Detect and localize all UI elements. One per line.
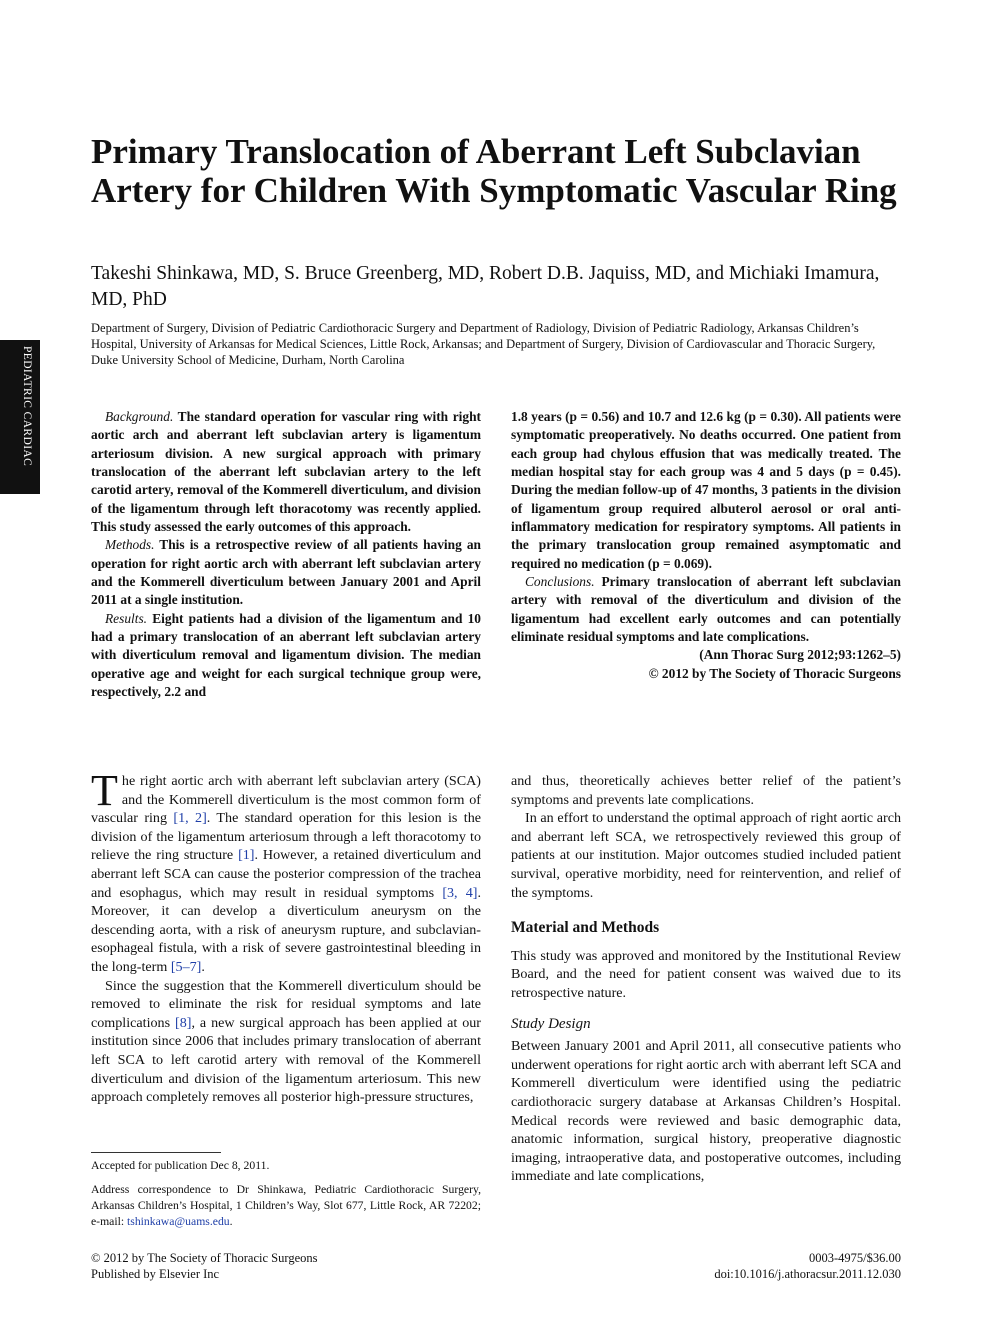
email-link[interactable]: tshinkawa@uams.edu bbox=[127, 1215, 230, 1228]
intro-paragraph-3: In an effort to understand the optimal approach of right aortic arch and aberrant left SCA, we retrospectively reviewed this group of patients at our institution. Major outcomes studied included patient survival, operative morbidity, need for reintervention, and relief of the symptoms. bbox=[511, 810, 901, 901]
abstract-background: Background. The standard operation for vascular ring with right aortic arch and aberrant left subclavian artery is ligamentum arteriosum division. A new surgical approach with primary translocation of the aberrant left subclavian artery to the left carotid artery, removal of the Kommerell diverticulum, and division of the ligamentum through left thoracotomy was recently applied. This study assessed the early outcomes of this approach. bbox=[91, 409, 481, 535]
reference-link[interactable]: [8] bbox=[175, 1014, 192, 1031]
body-right-column bbox=[511, 772, 901, 1186]
abstract-results: Results. Eight patients had a division of the ligamentum and 10 had a primary translocation of an aberrant left subclavian artery with diverticulum removal and ligamentum division. The median operative age and weight for each surgical technique group were, respectively, 2.2 and bbox=[91, 610, 481, 700]
footer-issn-price: 0003-4975/$36.00 bbox=[808, 1251, 901, 1265]
footer-left bbox=[91, 1250, 317, 1282]
footer-copyright: © 2012 by The Society of Thoracic Surgeons bbox=[91, 1251, 318, 1265]
methods-label: Methods. bbox=[105, 537, 155, 553]
affiliations: Department of Surgery, Division of Pediatric Cardiothoracic Surgery and Department of Radiology, Division of Pediatric Radiology, Arkansas Children’s Hospital, University of Arkansas for Medical Sciences, Little Rock, Arkansas; and Department of Surgery, Division of Cardiovascular and Thoracic Surgery, Duke University School of Medicine, Durham, North Carolina bbox=[91, 321, 876, 367]
background-label: Background. bbox=[105, 409, 174, 424]
section-side-tab-label: PEDIATRIC CARDIAC bbox=[21, 346, 33, 467]
intro-paragraph-1: The right aortic arch with aberrant left subclavian artery (SCA) and the Kommerell diverticulum is the most common form of vascular ring [1, 2]. The standard operation for this lesion is the division of the ligamentum arteriosum through a left thoracotomy to relieve the ring structure [1]. However, a retained diverticulum and aberrant left SCA can cause the posterior compression of the trachea and esophagus, which may result in residual symptoms [3, 4]. Moreover, it can develop a diverticulum aneurysm on the descending aorta, with a risk of aneurysm rupture, and subclavian-esophageal fistula, with a risk of severe gastrointestinal bleeding in the long-term [5–7]. bbox=[91, 766, 481, 975]
footer-publisher: Published by Elsevier Inc bbox=[91, 1267, 220, 1281]
footer-right bbox=[714, 1250, 901, 1282]
journal-citation: (Ann Thorac Surg 2012;93:1262–5) bbox=[699, 647, 901, 663]
reference-link[interactable]: [1] bbox=[238, 847, 255, 864]
article-title: Primary Translocation of Aberrant Left Subclavian Artery for Children With Symptomatic Vascular Ring bbox=[91, 132, 897, 210]
abstract-copyright: © 2012 by The Society of Thoracic Surgeons bbox=[648, 665, 901, 681]
reference-link[interactable]: [1, 2] bbox=[173, 810, 207, 827]
section-heading: Material and Methods bbox=[511, 919, 660, 937]
reference-link[interactable]: [3, 4] bbox=[442, 884, 478, 901]
body-left-column bbox=[91, 766, 482, 1107]
author-list: Takeshi Shinkawa, MD, S. Bruce Greenberg, MD, Robert D.B. Jaquiss, MD, and Michiaki Imamura, MD, PhD bbox=[91, 263, 880, 310]
abstract-methods: Methods. This is a retrospective review of all patients having an operation for right aortic arch with aberrant left subclavian artery and the Kommerell diverticulum between January 2001 and April 2011 at a single institution. bbox=[91, 537, 481, 608]
abstract-right-column bbox=[511, 408, 901, 683]
abstract-conclusions: Conclusions. Primary translocation of aberrant left subclavian artery with removal of the diverticulum and division of the ligamentum had excellent early outcomes and can potentially eliminate residual symptoms and late complications. bbox=[511, 574, 901, 645]
correspondence-address: Address correspondence to Dr Shinkawa, Pediatric Cardiothoracic Surgery, Arkansas Children’s Hospital, 1 Children’s Way, Slot 677, Little Rock, AR 72202; e-mail: tshinkawa@uams.edu. bbox=[91, 1183, 481, 1228]
results-label: Results. bbox=[105, 610, 148, 626]
conclusions-label: Conclusions. bbox=[525, 574, 595, 590]
accepted-date: Accepted for publication Dec 8, 2011. bbox=[91, 1159, 270, 1172]
abstract-left-column bbox=[91, 408, 481, 702]
methods-paragraph-1: This study was approved and monitored by the Institutional Review Board, and the need for patient consent was waived due to its retrospective nature. bbox=[511, 947, 901, 1001]
footnotes bbox=[91, 1158, 481, 1238]
study-design-paragraph: Between January 2001 and April 2011, all consecutive patients who underwent operations for right aortic arch with aberrant left SCA and Kommerell diverticulum were identified using the pediatric cardiothoracic surgery database at Arkansas Children’s Hospital. Medical records were reviewed and basic demographic data, anatomic information, surgical history, preoperative diagnostic imaging, intraoperative data, and postoperative outcomes, including immediate and late complications, bbox=[511, 1038, 901, 1185]
subsection-heading: Study Design bbox=[511, 1015, 591, 1032]
section-side-tab bbox=[0, 340, 40, 494]
intro-paragraph-2-continued: and thus, theoretically achieves better relief of the patient’s symptoms and prevents late complications. bbox=[511, 773, 901, 808]
drop-cap: T bbox=[91, 766, 118, 815]
intro-paragraph-2: Since the suggestion that the Kommerell diverticulum should be removed to eliminate the risk for residual symptoms and late complications [8], a new surgical approach has been applied at our institution since 2006 that includes primary translocation of aberrant left SCA to left carotid artery with removal of the Kommerell diverticulum and division of the ligamentum arteriosum. This new approach completely removes all posterior high-pressure structures, bbox=[91, 977, 482, 1106]
footer-doi: doi:10.1016/j.athoracsur.2011.12.030 bbox=[714, 1267, 901, 1281]
abstract-results-continued: 1.8 years (p = 0.56) and 10.7 and 12.6 kg (p = 0.30). All patients were symptomatic preoperatively. No deaths occurred. One patient from each group had chylous effusion that was medically treated. The median hospital stay for each group was 4 and 5 days (p = 0.45). During the median follow-up of 47 months, 3 patients in the division of ligamentum group required albuterol aerosol or oral anti-inflammatory medication for respiratory symptoms. All patients in the primary translocation group remained asymptomatic and required no medication (p = 0.069). bbox=[511, 409, 901, 571]
reference-link[interactable]: [5–7] bbox=[170, 958, 202, 975]
footnote-divider bbox=[91, 1152, 221, 1153]
